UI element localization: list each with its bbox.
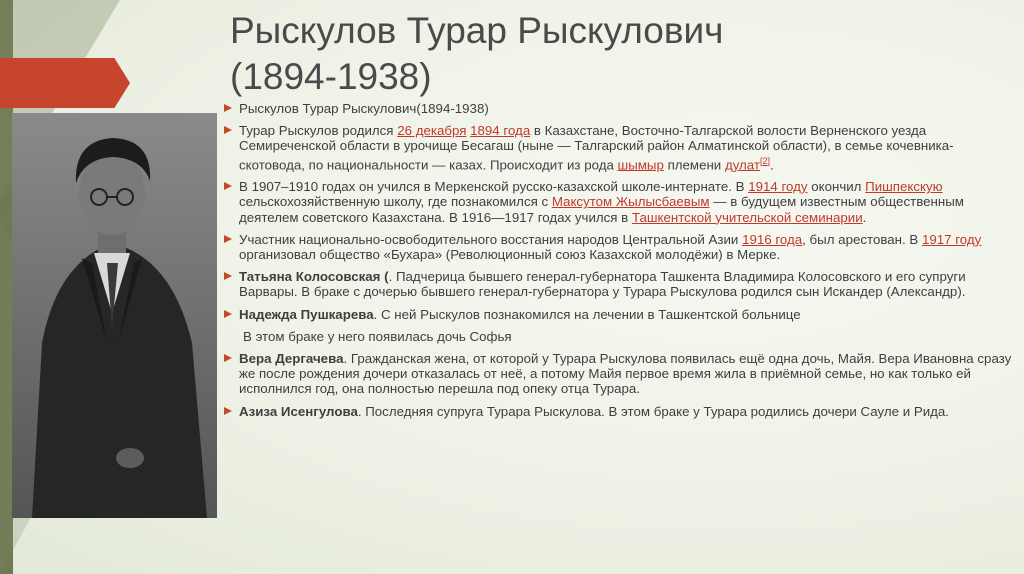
bullet-text: . Гражданская жена, от которой у Турара Рыскулова появилась ещё одна дочь, Майя. Вера Ивановна сразу же после рождения дочери отказалась от неё, а потому Майя первое время жила в приёмной семье, но как только ей исполнился год, она полностью перешла под опеку отца Турара.: [239, 351, 1012, 397]
bullet-text: .: [770, 157, 774, 173]
bullet-item: [223, 329, 1013, 344]
bullet-text: окончил: [807, 179, 866, 195]
bullet-text: , был арестован. В: [802, 231, 922, 247]
wiki-link[interactable]: 1917 году: [921, 231, 982, 247]
title-line-2: (1894-1938): [230, 56, 432, 97]
bullet-text: в Казахстане, Восточно-Талгарской волости Верненского уезда Семиреченской области в урочище Бесагаш (ныне — Талгарский район Алматинской области), в семье кочевника-скотовода, по национальности — казах. Происходит из рода: [239, 123, 954, 173]
person-name: Азиза Исенгулова: [239, 403, 358, 419]
wiki-link[interactable]: Максутом Жылысбаевым: [551, 194, 710, 210]
bullet-item: [223, 232, 1013, 262]
bullet-text: . Последняя супруга Турара Рыскулова. В этом браке у Турара родились дочери Сауле и Рида.: [357, 403, 949, 419]
bullet-arrow-icon: [224, 126, 232, 134]
bullet-text: . Падчерица бывшего генерал-губернатора Ташкента Владимира Колосовского и его супруги Варвары. В браке с дочерью бывшего генерал-губернатора у Турара Рыскулова родился сын Искандер (Александр).: [239, 269, 966, 300]
wiki-link[interactable]: 1894 года: [470, 123, 531, 139]
bullet-arrow-icon: [224, 354, 232, 362]
bullet-item: [223, 351, 1013, 397]
wiki-link[interactable]: дулат: [724, 157, 761, 173]
bullet-text: В этом браке у него появилась дочь Софья: [243, 328, 512, 344]
bullet-text: .: [862, 209, 867, 225]
bullet-text: Рыскулов Турар Рыскулович(1894-1938): [239, 101, 489, 116]
bullet-text: — в будущем известным общественным деятелем советского Казахстана. В 1916—1917 годах учился в: [239, 194, 964, 225]
bullet-text: В 1907–1910 годах он учился в Меркенской русско-казахской школе-интернате. В: [239, 179, 749, 195]
bullet-text: Участник национально-освободительного восстания народов Центральной Азии: [239, 231, 743, 247]
bullet-item: [223, 269, 1013, 299]
slide-title: [230, 8, 990, 100]
bullet-arrow-icon: [224, 310, 232, 318]
bullet-text: . С ней Рыскулов познакомился на лечении в Ташкентской больнице: [373, 306, 801, 322]
wiki-link[interactable]: Пишпекскую: [865, 179, 943, 195]
bullet-item: [223, 307, 1013, 322]
bullet-list: [223, 101, 1013, 426]
wiki-link[interactable]: [2]: [760, 155, 771, 166]
wiki-link[interactable]: 26 декабря: [397, 123, 467, 139]
bullet-item: [223, 404, 1013, 419]
bullet-item: [223, 179, 1013, 225]
bullet-text: Турар Рыскулов родился: [239, 123, 398, 139]
bullet-arrow-icon: [224, 272, 232, 280]
person-name: Вера Дергачева: [239, 351, 344, 367]
bullet-text: организовал общество «Бухара» (Революционный союз Казахской молодёжи) в Мерке.: [239, 247, 781, 263]
person-name: Татьяна Колосовская (: [239, 269, 389, 285]
bullet-text: сельскохозяйственную школу, где познакомился с: [239, 194, 552, 210]
bullet-arrow-icon: [224, 182, 232, 190]
title-line-1: Рыскулов Турар Рыскулович: [230, 10, 724, 51]
title-accent-arrow: [0, 58, 130, 108]
bullet-item: [223, 123, 1013, 172]
portrait-photo: [12, 113, 217, 518]
bullet-arrow-icon: [224, 235, 232, 243]
bullet-item: [223, 101, 1013, 116]
person-name: Надежда Пушкарева: [239, 306, 374, 322]
bullet-arrow-icon: [224, 104, 232, 112]
wiki-link[interactable]: шымыр: [617, 157, 664, 173]
wiki-link[interactable]: Ташкентской учительской семинарии: [631, 209, 863, 225]
bullet-arrow-icon: [224, 407, 232, 415]
wiki-link[interactable]: 1914 году: [748, 179, 808, 195]
bullet-text: племени: [663, 157, 725, 173]
wiki-link[interactable]: 1916 года: [742, 231, 803, 247]
footnote-ref: [760, 156, 770, 166]
portrait-figure-icon: [12, 113, 217, 518]
